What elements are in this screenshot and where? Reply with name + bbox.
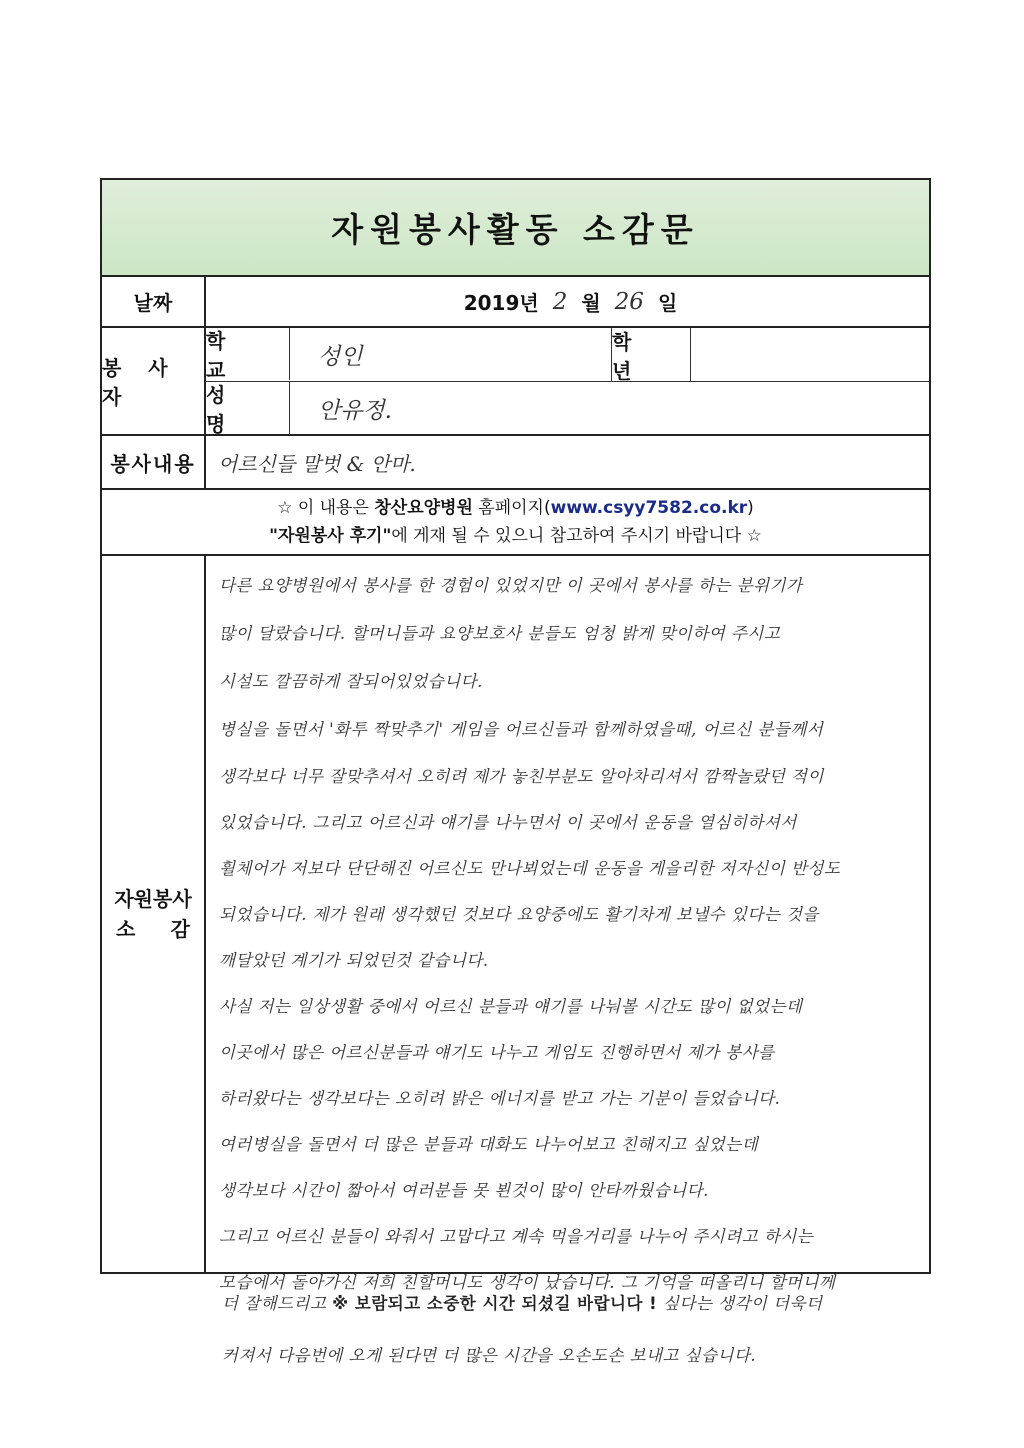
date-month: 2 xyxy=(552,288,568,315)
impression-label-line-1: 자원봉사 xyxy=(114,887,192,911)
impression-label-line-2 xyxy=(116,914,190,944)
impression-text xyxy=(219,562,921,1306)
notice-line-2 xyxy=(269,522,762,550)
notice-middle: 홈페이지( xyxy=(472,498,551,518)
date-value xyxy=(212,277,929,326)
overflow-pre: 더 잘해드리고 xyxy=(222,1294,327,1313)
notice-prefix: ☆ 이 내용은 xyxy=(277,498,375,518)
service-content-value xyxy=(212,436,929,488)
impression-label xyxy=(102,556,206,1272)
date-month-unit: 월 xyxy=(581,291,601,315)
notice-line-2-rest: 에 게재 될 수 있으니 참고하여 주시기 바랍니다 ☆ xyxy=(391,526,762,546)
notice-line-1 xyxy=(277,494,754,522)
notice-hospital: 창산요양병원 xyxy=(374,498,473,518)
impression-line: 모습에서 돌아가신 저희 친할머니도 생각이 났습니다. 그 기억을 떠올리니 할머니께 xyxy=(219,1273,836,1292)
school-value xyxy=(290,328,611,380)
name-handwriting: 안유정. xyxy=(318,397,392,424)
impression-line: 하러왔다는 생각보다는 오히려 밝은 에너지를 받고 가는 기분이 들었습니다. xyxy=(219,1089,781,1108)
volunteer-label: 봉 사 자 xyxy=(102,328,206,434)
notice-review-label: "자원봉사 후기" xyxy=(269,526,392,546)
impression-label-char-1: 소 xyxy=(116,917,136,941)
impression-line: 이곳에서 많은 어르신분들과 얘기도 나누고 게임도 진행하면서 제가 봉사를 xyxy=(219,1043,775,1062)
service-content-row xyxy=(102,436,929,490)
form-title: 자원봉사활동 소감문 xyxy=(331,210,700,249)
grade-value xyxy=(691,328,929,380)
impression-line: 여러병실을 돌면서 더 많은 분들과 대화도 나누어보고 친해지고 싶었는데 xyxy=(219,1135,759,1154)
date-day: 26 xyxy=(614,288,644,315)
date-year: 2019년 xyxy=(463,291,539,315)
impression-line: 사실 저는 일상생활 중에서 어르신 분들과 얘기를 나눠볼 시간도 많이 없었는데 xyxy=(219,997,803,1016)
impression-line: 생각보다 너무 잘맞추셔서 오히려 제가 놓친부분도 알아차리셔서 깜짝놀랐던 적이 xyxy=(219,767,824,786)
notice-row xyxy=(102,490,929,556)
school-label: 학 교 xyxy=(206,328,290,380)
school-handwriting: 성인 xyxy=(318,343,363,370)
notice-suffix: ) xyxy=(747,498,754,518)
impression-overflow xyxy=(222,1278,942,1382)
name-value xyxy=(290,382,929,434)
notice-url: www.csyy7582.co.kr xyxy=(550,498,748,518)
form-header xyxy=(102,180,929,277)
service-content-handwriting: 어르신들 말벗 & 안마. xyxy=(218,451,416,476)
name-label: 성 명 xyxy=(206,382,290,434)
date-label: 날짜 xyxy=(102,277,206,326)
overflow-printed-note: ※ 보람되고 소중한 시간 되셨길 바랍니다 ! xyxy=(332,1294,658,1313)
overflow-post: 싶다는 생각이 더욱더 xyxy=(662,1294,823,1313)
date-day-unit: 일 xyxy=(657,291,678,315)
impression-line: 시설도 깔끔하게 잘되어있었습니다. xyxy=(219,672,483,691)
impression-line: 있었습니다. 그리고 어르신과 얘기를 나누면서 이 곳에서 운동을 열심히하셔서 xyxy=(219,813,797,832)
impression-line: 생각보다 시간이 짧아서 여러분들 못 뵌것이 많이 안타까웠습니다. xyxy=(219,1181,709,1200)
impression-line: 휠체어가 저보다 단단해진 어르신도 만나뵈었는데 운동을 게을리한 저자신이 반성도 xyxy=(219,859,841,878)
impression-line: 되었습니다. 제가 원래 생각했던 것보다 요양중에도 활기차게 보낼수 있다는 것을 xyxy=(219,905,819,924)
impression-line: 깨달았던 계기가 되었던것 같습니다. xyxy=(219,951,489,970)
impression-line: 많이 달랐습니다. 할머니들과 요양보호사 분들도 엄청 밝게 맞이하여 주시고 xyxy=(219,624,781,643)
impression-label-char-2: 감 xyxy=(170,917,190,941)
impression-line: 그리고 어르신 분들이 와줘서 고맙다고 계속 먹을거리를 나누어 주시려고 하시는 xyxy=(219,1227,814,1246)
impression-row xyxy=(102,556,929,1292)
impression-line: 병실을 돌면서 '화투 짝맞추기' 게임을 어르신들과 함께하였을때, 어르신 분들께서 xyxy=(219,720,824,739)
service-content-label: 봉사내용 xyxy=(102,436,206,488)
volunteer-report-form xyxy=(100,178,931,1292)
date-row xyxy=(102,277,929,328)
volunteer-row xyxy=(102,328,929,436)
overflow-line-1 xyxy=(222,1278,942,1330)
grade-label: 학 년 xyxy=(611,328,691,381)
impression-line: 다른 요양병원에서 봉사를 한 경험이 있었지만 이 곳에서 봉사를 하는 분위기가 xyxy=(219,576,803,595)
overflow-line-2: 커져서 다음번에 오게 된다면 더 많은 시간을 오손도손 보내고 싶습니다. xyxy=(222,1346,757,1365)
